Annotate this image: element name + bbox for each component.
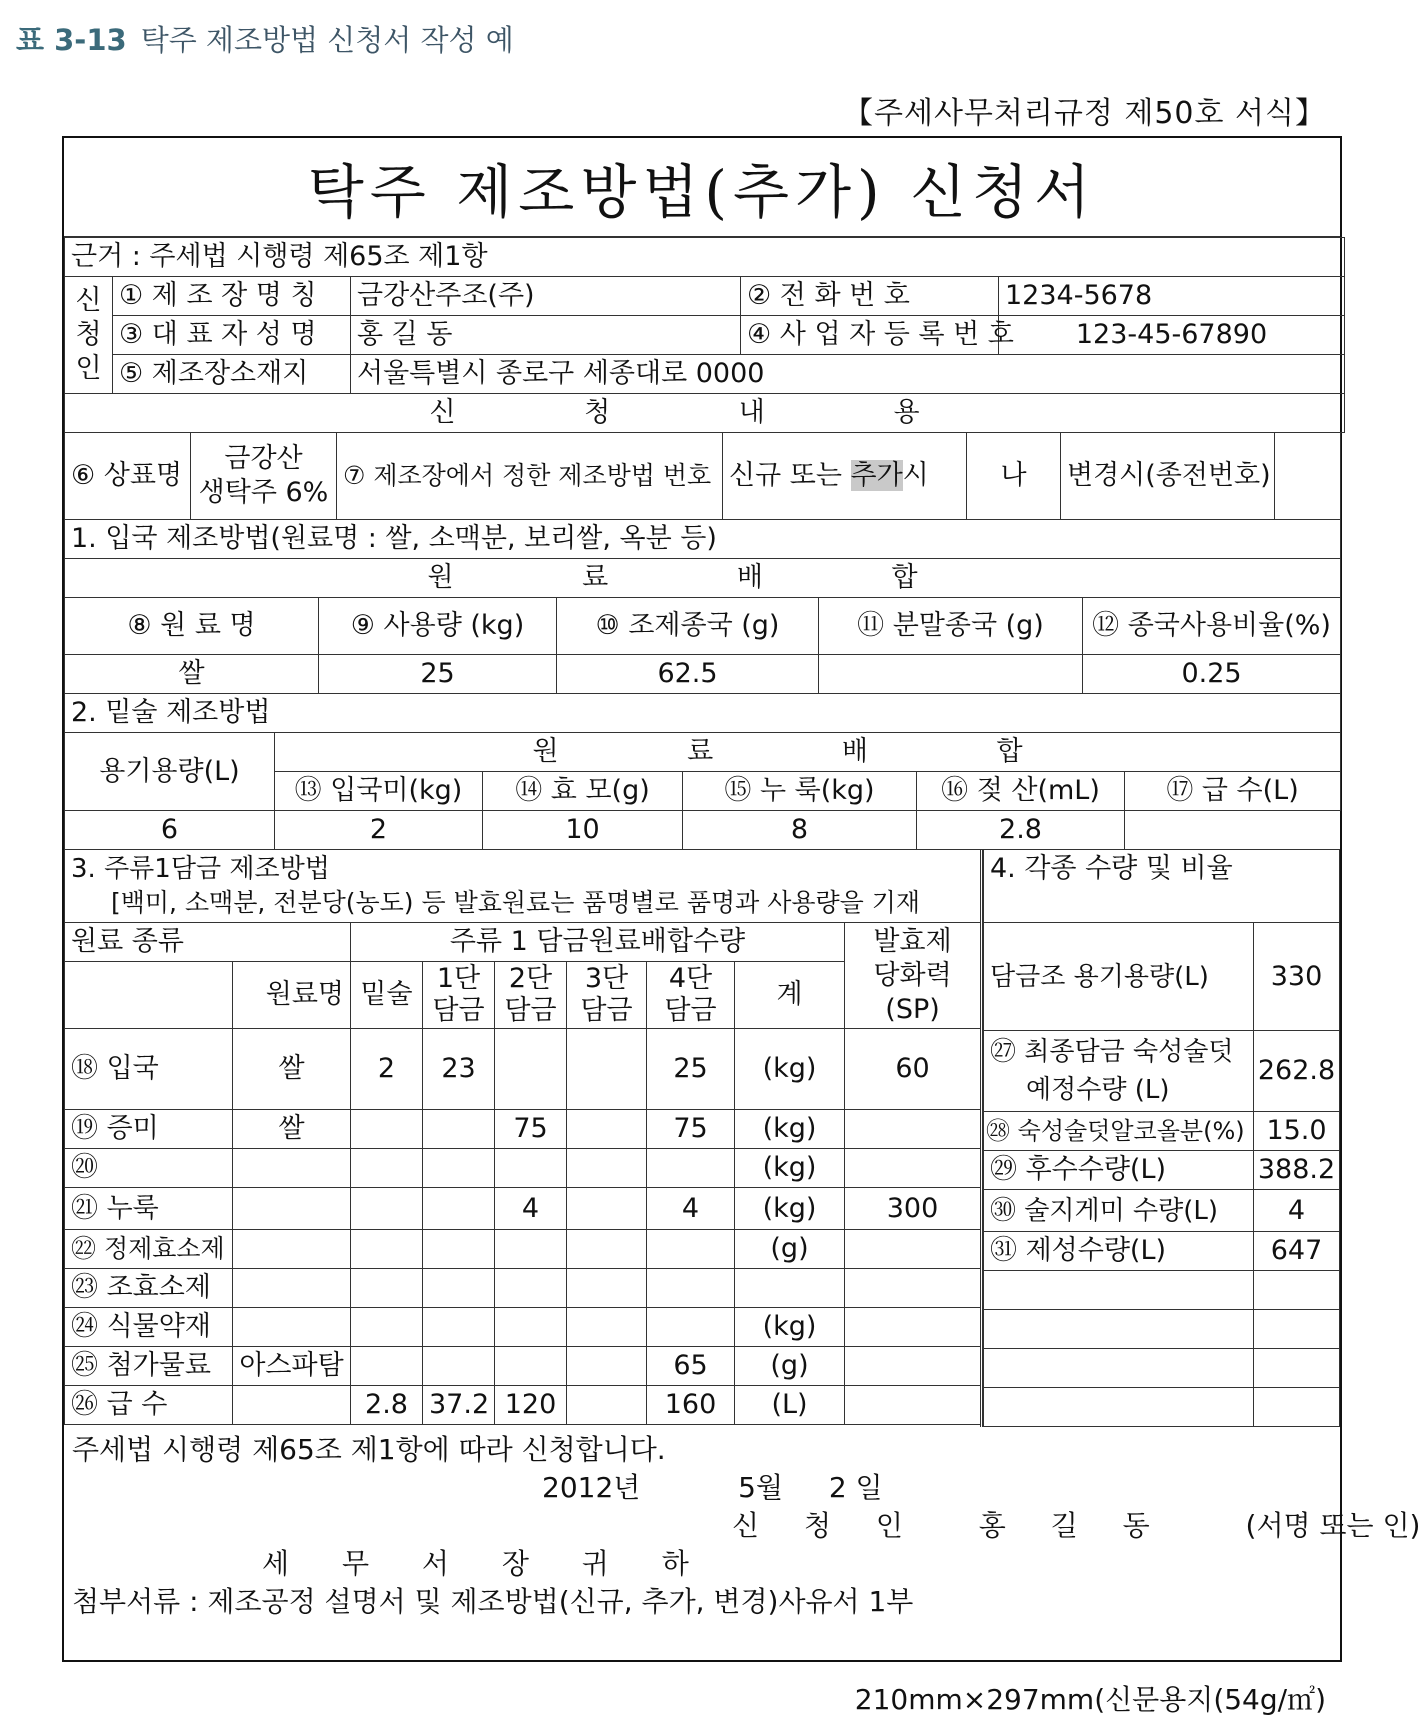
- brewing-row-type: ㉒ 정제효소제: [65, 1230, 233, 1269]
- caption-number: 표 3-13: [16, 23, 127, 57]
- ratio-vessel-label: 담금조 용기용량(L): [984, 923, 1254, 1031]
- change-value: [1275, 433, 1341, 520]
- starter-col-water: ⑰ 급 수(L): [1125, 772, 1341, 811]
- representative-label: ③ 대 표 자 성 명: [113, 316, 351, 355]
- brewing-row-unit: (kg): [735, 1149, 845, 1188]
- ratio-alcohol-label: ㉘ 숙성술덧알코올분(%): [984, 1112, 1254, 1151]
- brewing-row-unit: (kg): [735, 1308, 845, 1347]
- ratio-vessel-value: 330: [1254, 923, 1340, 1031]
- brewing-row-sp: [845, 1308, 981, 1347]
- brewing-row-s3: [567, 1230, 647, 1269]
- date-line: [72, 1469, 1332, 1507]
- starter-table: [64, 693, 1341, 850]
- brewing-row-s1: [423, 1347, 495, 1386]
- brewing-row-type: ㉖ 급 수: [65, 1386, 233, 1425]
- brewing-row-sp: 60: [845, 1029, 981, 1110]
- table-caption: [16, 18, 514, 59]
- brewing-row-s2: [495, 1269, 567, 1308]
- koji-cell: 25: [319, 655, 557, 694]
- brewing-row-s1: 23: [423, 1029, 495, 1110]
- koji-col-seed-ratio: ⑫ 종국사용비율(%): [1083, 598, 1341, 655]
- brewing-row-s4: 65: [647, 1347, 735, 1386]
- starter-heading: 2. 밑술 제조방법: [65, 694, 1341, 733]
- brewing-row-s3: [567, 1029, 647, 1110]
- address-label: ⑤ 제조장소재지: [113, 355, 351, 394]
- brewing-row-s3: [567, 1386, 647, 1425]
- brewing-row-starter: [351, 1110, 423, 1149]
- applicant-side-label: 신 청 인: [65, 277, 113, 394]
- koji-table: [64, 519, 1341, 694]
- date-day: 2 일: [828, 1471, 883, 1504]
- brewing-row-starter: [351, 1149, 423, 1188]
- starter-cell: 6: [65, 811, 275, 850]
- brewing-col-starter: 밑술: [351, 962, 423, 1029]
- statement: 주세법 시행령 제65조 제1항에 따라 신청합니다.: [72, 1433, 666, 1466]
- brewing-col-type: 원료 종류: [65, 923, 351, 962]
- brewing-row-type: ㉑ 누룩: [65, 1188, 233, 1230]
- brewing-heading: 3. 주류1담금 제조방법: [71, 854, 330, 884]
- table-row: [65, 1149, 981, 1188]
- brewing-row-s4: [647, 1308, 735, 1347]
- brewing-row-type: ⑱ 입국: [65, 1029, 233, 1110]
- brewing-row-sp: [845, 1230, 981, 1269]
- ratio-after-water-label: ㉙ 후수수량(L): [984, 1151, 1254, 1190]
- change-label: 변경시(종전번호): [1061, 433, 1275, 520]
- signature-note: (서명 또는 인): [1245, 1509, 1420, 1542]
- brewing-row-starter: [351, 1188, 423, 1230]
- form-title: 탁주 제조방법(추가) 신청서: [64, 138, 1340, 237]
- koji-cell: 0.25: [1083, 655, 1341, 694]
- brewing-row-starter: [351, 1269, 423, 1308]
- ratio-final-value: 262.8: [1254, 1031, 1340, 1112]
- table-row: [65, 1188, 981, 1230]
- form-footer: [64, 1427, 1420, 1625]
- koji-cell: [819, 655, 1083, 694]
- factory-name-value: 금강산주조(주): [351, 277, 741, 316]
- brewing-row-s4: [647, 1149, 735, 1188]
- factory-name-label: ① 제 조 장 명 칭: [113, 277, 351, 316]
- method-number-label: ⑦ 제조장에서 정한 제조방법 번호: [337, 433, 723, 520]
- brewing-row-sp: [845, 1269, 981, 1308]
- brewing-row-s3: [567, 1110, 647, 1149]
- brand-label: ⑥ 상표명: [65, 433, 191, 520]
- brewing-row-sp: [845, 1347, 981, 1386]
- brewing-row-s2: [495, 1149, 567, 1188]
- brewing-row-unit: (kg): [735, 1110, 845, 1149]
- method-number-value: 나: [967, 433, 1061, 520]
- starter-col-yeast: ⑭ 효 모(g): [483, 772, 683, 811]
- brewing-row-s3: [567, 1188, 647, 1230]
- brewing-col-stage3: 3단 담금: [567, 962, 647, 1029]
- brewing-heading-cell: [65, 850, 981, 923]
- brewing-row-name: 쌀: [233, 1029, 351, 1110]
- starter-cell: 2.8: [917, 811, 1125, 850]
- starter-col-koji-rice: ⑬ 입국미(kg): [275, 772, 483, 811]
- koji-col-amount: ⑨ 사용량 (kg): [319, 598, 557, 655]
- business-number-label: ④ 사 업 자 등 록 번 호: [741, 316, 999, 355]
- basis-text: 근거 : 주세법 시행령 제65조 제1항: [65, 238, 1345, 277]
- table-row: [65, 1386, 981, 1425]
- brewing-row-unit: (kg): [735, 1188, 845, 1230]
- representative-value: 홍 길 동: [351, 316, 741, 355]
- table-row: [65, 1347, 981, 1386]
- brewing-row-unit: [735, 1269, 845, 1308]
- koji-col-powder-seed: ⑪ 분말종국 (g): [819, 598, 1083, 655]
- ratios-heading: 4. 각종 수량 및 비율: [984, 850, 1340, 923]
- product-table: [64, 432, 1341, 520]
- phone-label: ② 전 화 번 호: [741, 277, 999, 316]
- brewing-row-starter: [351, 1347, 423, 1386]
- brewing-row-starter: [351, 1230, 423, 1269]
- brewing-row-s3: [567, 1269, 647, 1308]
- starter-cell: 2: [275, 811, 483, 850]
- koji-col-prepared-seed: ⑩ 조제종국 (g): [557, 598, 819, 655]
- brewing-row-s4: [647, 1269, 735, 1308]
- brewing-row-sp: 300: [845, 1188, 981, 1230]
- phone-value: 1234-5678: [999, 277, 1345, 316]
- table-row: [65, 1308, 981, 1347]
- brewing-row-starter: 2: [351, 1029, 423, 1110]
- brewing-row-s3: [567, 1149, 647, 1188]
- brewing-row-s1: 37.2: [423, 1386, 495, 1425]
- brewing-mix-header: 주류 1 담금원료배합수량: [351, 923, 845, 962]
- brewing-row-type: ⑲ 증미: [65, 1110, 233, 1149]
- brewing-row-s1: [423, 1269, 495, 1308]
- brewing-col-stage4: 4단 담금: [647, 962, 735, 1029]
- brewing-row-name: [233, 1188, 351, 1230]
- brewing-col-enzyme: 발효제 당화력 (SP): [845, 923, 981, 1029]
- brewing-row-s4: 25: [647, 1029, 735, 1110]
- ratios-table: [983, 849, 1340, 1427]
- date-month: 5월: [738, 1471, 783, 1504]
- brewing-row-s2: 4: [495, 1188, 567, 1230]
- business-number-value: 123-45-67890: [999, 316, 1345, 355]
- brewing-row-s2: 75: [495, 1110, 567, 1149]
- brewing-row-name: [233, 1149, 351, 1188]
- ratio-lees-label: ㉚ 술지게미 수량(L): [984, 1190, 1254, 1232]
- applicant-name: 홍 길 동: [978, 1509, 1168, 1542]
- brewing-row-starter: 2.8: [351, 1386, 423, 1425]
- brewing-row-sp: [845, 1386, 981, 1425]
- brewing-row-s1: [423, 1308, 495, 1347]
- brewing-row-s3: [567, 1308, 647, 1347]
- form-reference: 【주세사무처리규정 제50호 서식】: [842, 96, 1326, 131]
- brewing-row-sp: [845, 1149, 981, 1188]
- application-content-header: 신 청 내 용: [65, 394, 1345, 433]
- brewing-subheading: [백미, 소맥분, 전분당(농도) 등 발효원료는 품명별로 품명과 사용량을 기재: [111, 888, 921, 917]
- koji-cell: 쌀: [65, 655, 319, 694]
- brewing-row-s2: [495, 1308, 567, 1347]
- caption-text: 탁주 제조방법 신청서 작성 예: [140, 23, 514, 57]
- brewing-table: [64, 849, 981, 1425]
- brewing-row-sp: [845, 1110, 981, 1149]
- new-or-add-label: 신규 또는 추가시: [723, 433, 967, 520]
- koji-cell: 62.5: [557, 655, 819, 694]
- ratio-lees-value: 4: [1254, 1190, 1340, 1232]
- applicant-label: 신 청 인: [732, 1509, 921, 1542]
- brewing-row-s2: 120: [495, 1386, 567, 1425]
- application-form: [62, 136, 1420, 1662]
- applicant-table: [64, 237, 1345, 433]
- brewing-row-s1: [423, 1230, 495, 1269]
- brewing-row-type: ㉕ 첨가물료: [65, 1347, 233, 1386]
- brewing-row-s4: 160: [647, 1386, 735, 1425]
- starter-col-lactic-acid: ⑯ 젖 산(mL): [917, 772, 1125, 811]
- brewing-row-name: [233, 1269, 351, 1308]
- applicant-line: [72, 1507, 1420, 1545]
- brewing-row-name: [233, 1230, 351, 1269]
- brewing-row-type: ㉔ 식물약재: [65, 1308, 233, 1347]
- brewing-row-s4: 4: [647, 1188, 735, 1230]
- brewing-row-starter: [351, 1308, 423, 1347]
- koji-mix-header: 원 료 배 합: [65, 559, 1341, 598]
- brewing-col-stage2: 2단 담금: [495, 962, 567, 1029]
- brewing-row-s1: [423, 1188, 495, 1230]
- starter-cell: 10: [483, 811, 683, 850]
- addressee: 세 무 서 장 귀 하: [262, 1547, 711, 1580]
- address-value: 서울특별시 종로구 세종대로 0000: [351, 355, 1345, 394]
- brewing-row-type: ㉓ 조효소제: [65, 1269, 233, 1308]
- date-year: 2012년: [542, 1471, 641, 1504]
- table-row: [65, 1269, 981, 1308]
- koji-heading: 1. 입국 제조방법(원료명 : 쌀, 소맥분, 보리쌀, 옥분 등): [65, 520, 1341, 559]
- brewing-row-s2: [495, 1347, 567, 1386]
- ratio-product-value: 647: [1254, 1232, 1340, 1271]
- ratio-after-water-value: 388.2: [1254, 1151, 1340, 1190]
- brewing-col-total: 계: [735, 962, 845, 1029]
- starter-vessel-label: 용기용량(L): [65, 733, 275, 811]
- ratio-final-label: ㉗ 최종담금 숙성술덧 예정수량 (L): [984, 1031, 1254, 1112]
- starter-mix-header: 원 료 배 합: [275, 733, 1341, 772]
- brewing-row-s2: [495, 1230, 567, 1269]
- brewing-col-stage1: 1단 담금: [423, 962, 495, 1029]
- brewing-row-s1: [423, 1110, 495, 1149]
- brewing-col-name: 원료명: [233, 962, 351, 1029]
- ratio-product-label: ㉛ 제성수량(L): [984, 1232, 1254, 1271]
- table-row: [65, 1110, 981, 1149]
- brewing-row-name: [233, 1386, 351, 1425]
- brewing-row-s3: [567, 1347, 647, 1386]
- brewing-row-name: [233, 1308, 351, 1347]
- attachments: 첨부서류 : 제조공정 설명서 및 제조방법(신규, 추가, 변경)사유서 1부: [72, 1585, 914, 1618]
- brewing-row-name: 쌀: [233, 1110, 351, 1149]
- brewing-row-s4: 75: [647, 1110, 735, 1149]
- brand-value: 금강산 생탁주 6%: [191, 433, 337, 520]
- brewing-row-unit: (kg): [735, 1029, 845, 1110]
- brewing-row-unit: (L): [735, 1386, 845, 1425]
- koji-col-material: ⑧ 원 료 명: [65, 598, 319, 655]
- table-row: [65, 1230, 981, 1269]
- starter-col-nuruk: ⑮ 누 룩(kg): [683, 772, 917, 811]
- brewing-row-unit: (g): [735, 1230, 845, 1269]
- starter-cell: 8: [683, 811, 917, 850]
- brewing-row-s2: [495, 1029, 567, 1110]
- brewing-row-name: 아스파탐: [233, 1347, 351, 1386]
- brewing-row-s4: [647, 1230, 735, 1269]
- brewing-row-unit: (g): [735, 1347, 845, 1386]
- brewing-row-s1: [423, 1149, 495, 1188]
- paper-size-note: 210mm×297mm(신문용지(54g/㎡): [854, 1683, 1326, 1716]
- brewing-row-type: ⑳: [65, 1149, 233, 1188]
- ratio-alcohol-value: 15.0: [1254, 1112, 1340, 1151]
